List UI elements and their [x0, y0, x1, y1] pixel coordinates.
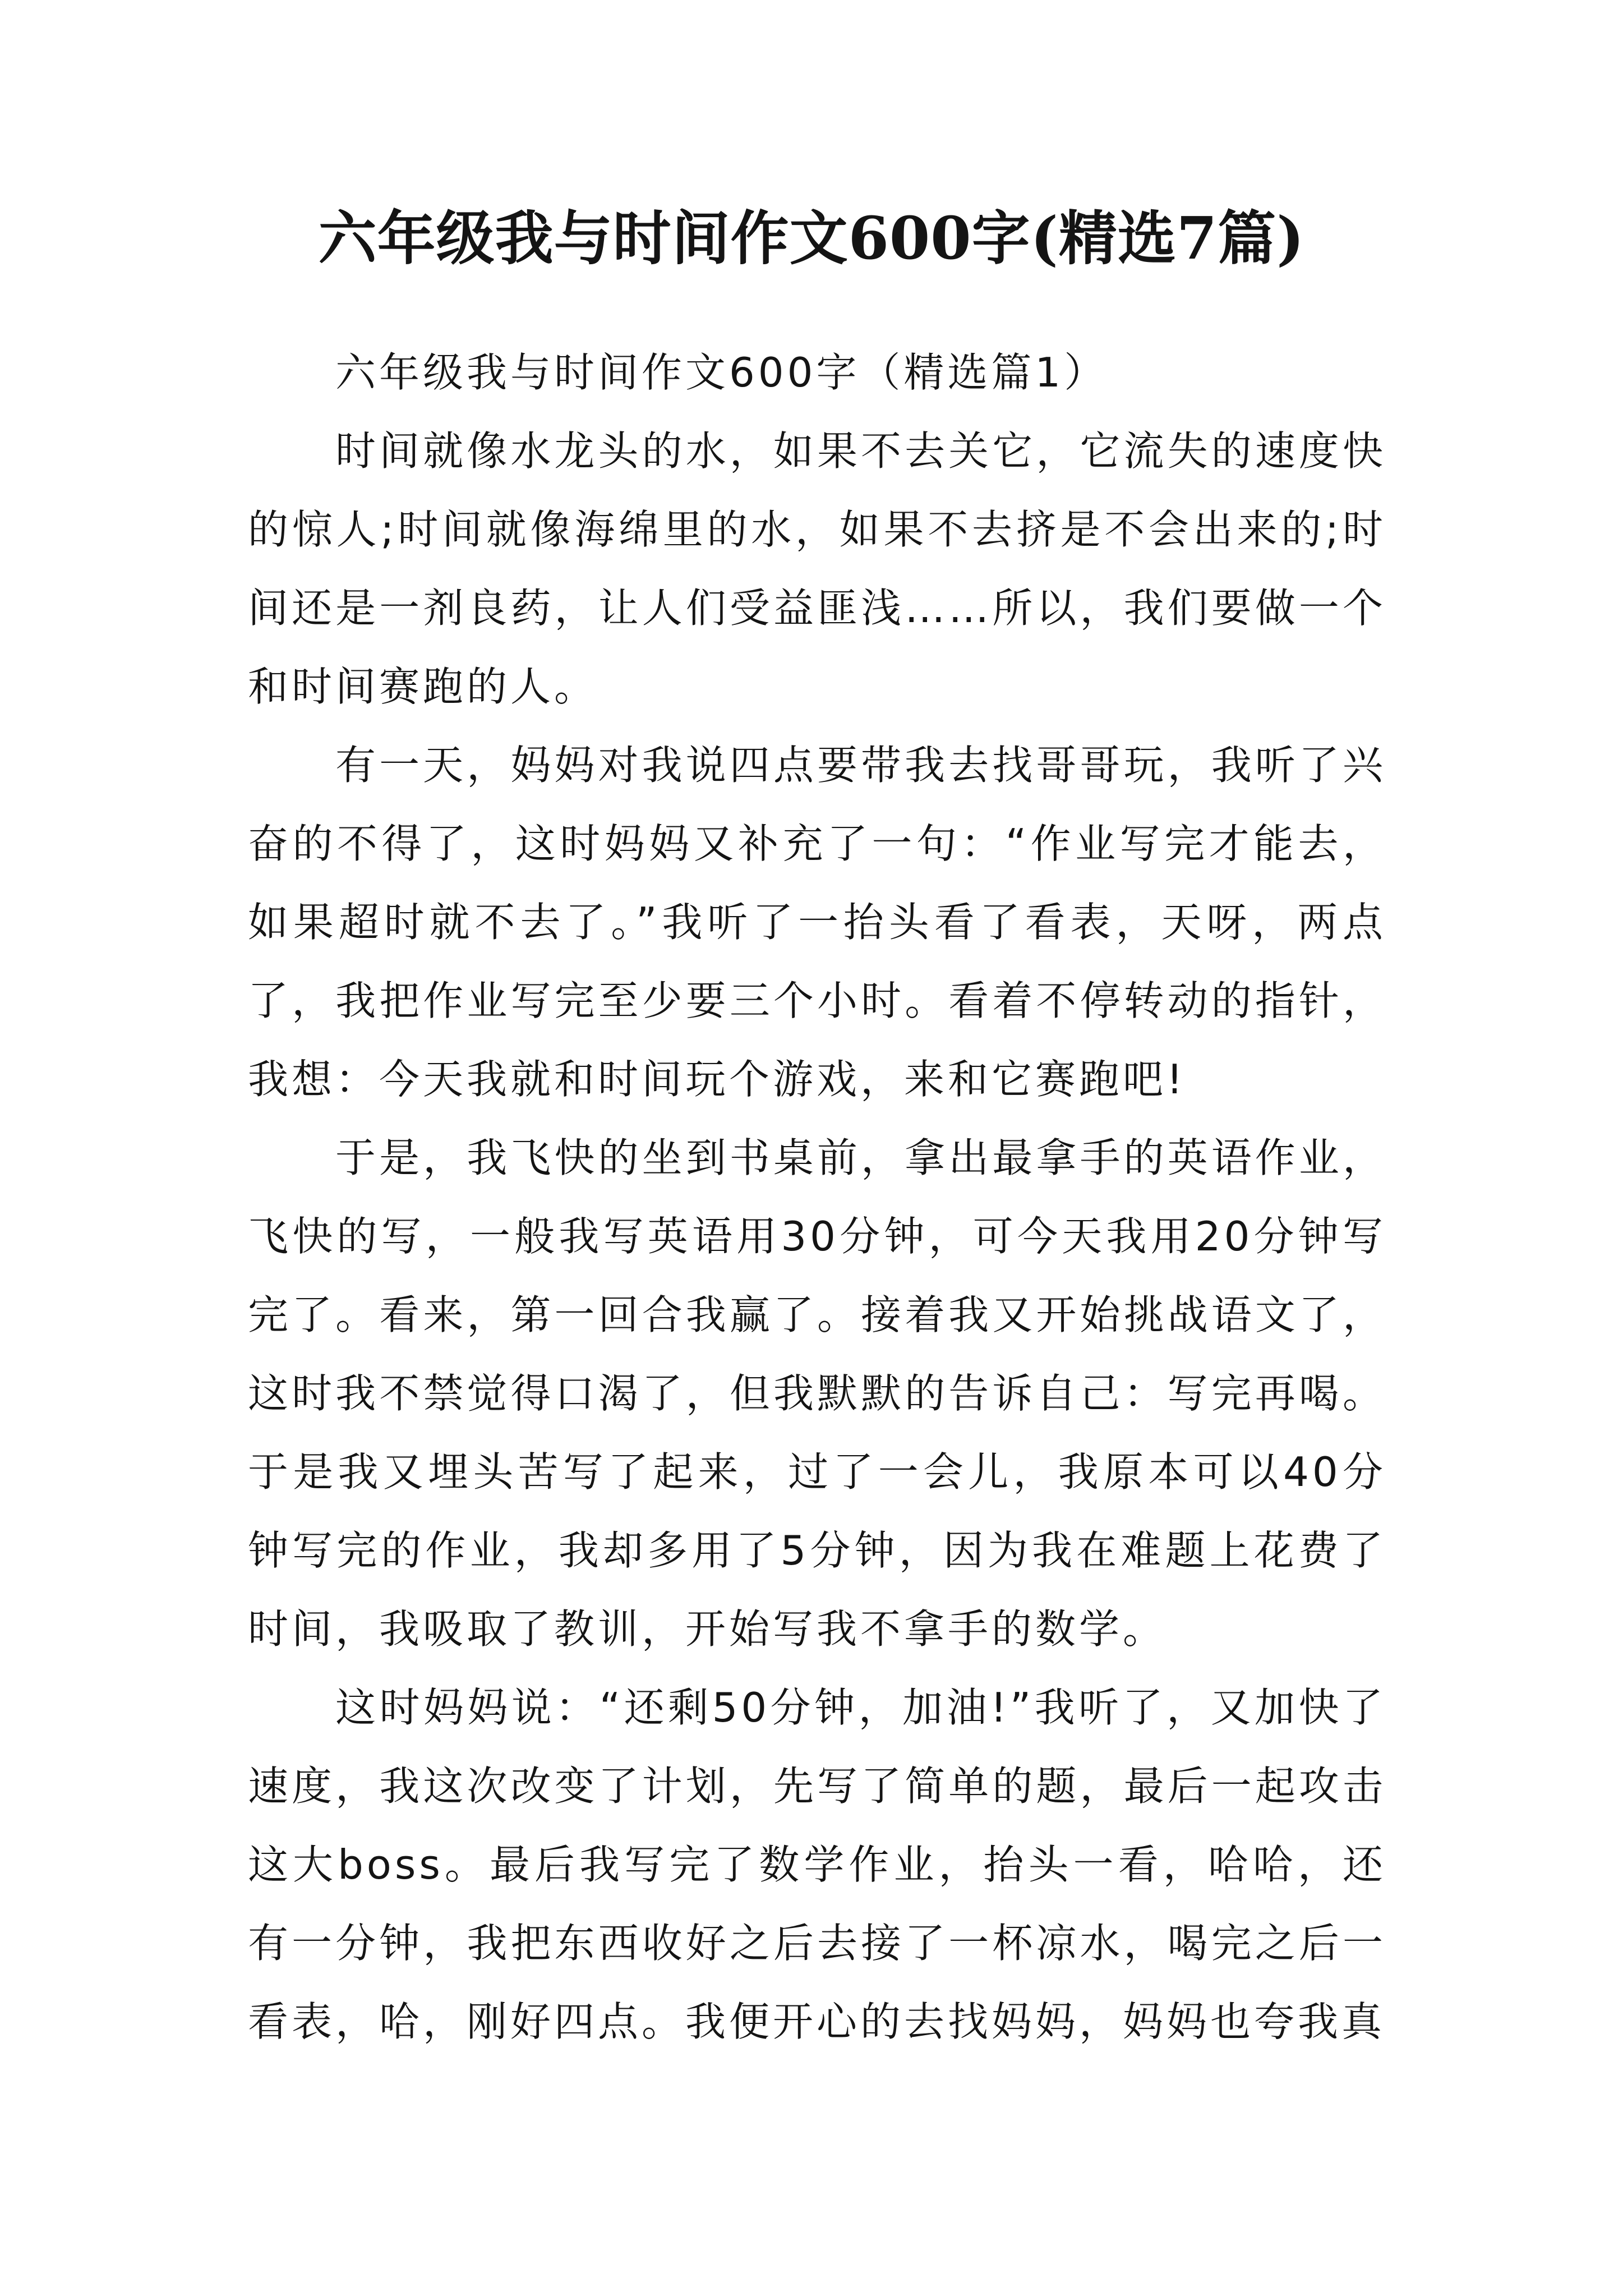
paragraph-1: 时间就像水龙头的水，如果不去关它，它流失的速度快的惊人;时间就像海绵里的水，如果不去挤是不会出来的;时间还是一剂良药，让人们受益匪浅……所以，我们要做一个和时间赛跑的人。 — [248, 427, 1386, 710]
document-title: 六年级我与时间作文600字(精选7篇) — [318, 204, 1305, 273]
paragraph-3: 于是，我飞快的坐到书桌前，拿出最拿手的英语作业，飞快的写，一般我写英语用30分钟，可今天我用20分钟写完了。看来，第一回合我赢了。接着我又开始挑战语文了，这时我不禁觉得口渴了，但我默默的告诉自己：写完再喝。于是我又埋头苦写了起来，过了一会儿，我原本可以40分钟写完的作业，我却多用了5分钟，因为我在难题上花费了时间，我吸取了教训，开始写我不拿手的数学。 — [248, 1134, 1386, 1653]
document-body — [248, 333, 1386, 2061]
section-heading: 六年级我与时间作文600字（精选篇1） — [335, 349, 1108, 396]
paragraph-2: 有一天，妈妈对我说四点要带我去找哥哥玩，我听了兴奋的不得了，这时妈妈又补充了一句：“作业写完才能去，如果超时就不去了。”我听了一抬头看了看表，天呀，两点了，我把作业写完至少要三个小时。看着不停转动的指针，我想：今天我就和时间玩个游戏，来和它赛跑吧! — [248, 742, 1386, 1103]
paragraph-4: 这时妈妈说：“还剩50分钟，加油!”我听了，又加快了速度，我这次改变了计划，先写了简单的题，最后一起攻击这大boss。最后我写完了数学作业，抬头一看，哈哈，还有一分钟，我把东西收好之后去接了一杯凉水，喝完之后一看表，哈，刚好四点。我便开心的去找妈妈，妈妈也夸我真 — [248, 1684, 1386, 2045]
